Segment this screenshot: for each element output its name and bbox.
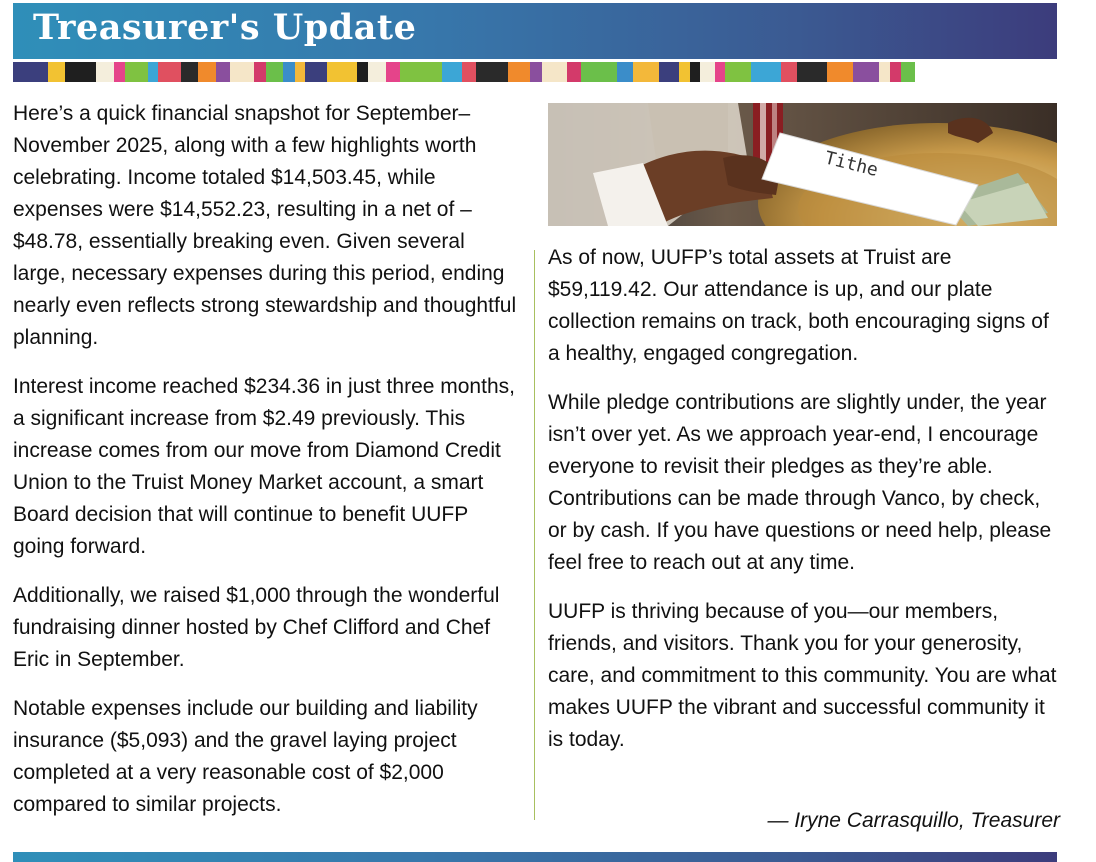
stripe-segment: [633, 62, 659, 82]
stripe-segment: [890, 62, 901, 82]
stripe-segment: [617, 62, 633, 82]
stripe-segment: [508, 62, 530, 82]
paragraph-notable-expenses: Notable expenses include our building and liability insurance ($5,093) and the gravel laying project completed at a very reasonable cost of $2,000 compared to similar projects.: [13, 697, 478, 816]
stripe-segment: [462, 62, 476, 82]
page-title: Treasurer's Update: [33, 7, 417, 48]
paragraph-thank-you: UUFP is thriving because of you—our members, friends, and visitors. Thank you for your generosity, care, and commitment to this community. You are what makes UUFP the vibrant and successful community it is today.: [548, 600, 1057, 751]
paragraph-fundraising: Additionally, we raised $1,000 through the wonderful fundraising dinner hosted by Chef Clifford and Chef Eric in September.: [13, 584, 500, 671]
paragraph-total-assets: As of now, UUFP’s total assets at Truist are $59,119.42. Our attendance is up, and our plate collection remains on track, both encouraging signs of a healthy, engaged congregation.: [548, 246, 1049, 365]
stripe-segment: [476, 62, 508, 82]
stripe-segment: [114, 62, 125, 82]
stripe-segment: [781, 62, 797, 82]
stripe-segment: [327, 62, 357, 82]
stripe-segment: [266, 62, 283, 82]
stripe-segment: [216, 62, 230, 82]
left-column: [13, 98, 523, 838]
paragraph-financial-snapshot: Here’s a quick financial snapshot for September–November 2025, along with a few highlights worth celebrating. Income totaled $14,503.45, while expenses were $14,552.23, resulting in a net of –$48.78, essentially breaking even. Given several large, necessary expenses during this period, ending nearly even reflects strong stewardship and thoughtful planning.: [13, 102, 517, 349]
stripe-segment: [659, 62, 679, 82]
paragraph-interest-income: Interest income reached $234.36 in just three months, a significant increase from $2.49 previously. This increase comes from our move from Diamond Credit Union to the Truist Money Market account, a smart Board decision that will continue to benefit UUFP going forward.: [13, 375, 515, 558]
decorative-color-stripe: [13, 62, 1057, 82]
tithe-photo-illustration: [548, 103, 1057, 226]
stripe-segment: [48, 62, 65, 82]
stripe-segment: [797, 62, 827, 82]
stripe-segment: [901, 62, 915, 82]
column-divider: [534, 250, 535, 820]
footer-banner: [13, 852, 1057, 862]
stripe-segment: [853, 62, 879, 82]
stripe-segment: [125, 62, 148, 82]
stripe-segment: [679, 62, 690, 82]
stripe-segment: [368, 62, 386, 82]
stripe-segment: [690, 62, 700, 82]
envelope-tithe-label: Tithe: [822, 147, 881, 181]
stripe-segment: [442, 62, 462, 82]
stripe-segment: [530, 62, 542, 82]
stripe-segment: [542, 62, 567, 82]
stripe-segment: [254, 62, 266, 82]
stripe-segment: [305, 62, 327, 82]
stripe-segment: [700, 62, 715, 82]
stripe-segment: [400, 62, 442, 82]
stripe-segment: [581, 62, 617, 82]
stripe-segment: [181, 62, 198, 82]
stripe-segment: [567, 62, 581, 82]
treasurer-signature: — Iryne Carrasquillo, Treasurer: [767, 809, 1060, 832]
stripe-segment: [96, 62, 114, 82]
stripe-segment: [725, 62, 751, 82]
stripe-segment: [386, 62, 400, 82]
stripe-segment: [283, 62, 295, 82]
stripe-segment: [148, 62, 158, 82]
stripe-segment: [357, 62, 368, 82]
stripe-segment: [879, 62, 890, 82]
stripe-segment: [13, 62, 48, 82]
paragraph-pledges: While pledge contributions are slightly under, the year isn’t over yet. As we approach year-end, I encourage everyone to revisit their pledges as they’re able. Contributions can be made through Vanco, by check, or by cash. If you have questions or need help, please feel free to reach out at any time.: [548, 391, 1052, 574]
tithe-offering-photo: [548, 103, 1057, 226]
stripe-segment: [230, 62, 254, 82]
stripe-segment: [198, 62, 216, 82]
stripe-segment: [65, 62, 96, 82]
stripe-segment: [295, 62, 305, 82]
stripe-segment: [158, 62, 181, 82]
header-banner: [13, 3, 1057, 59]
stripe-segment: [827, 62, 853, 82]
stripe-segment: [751, 62, 781, 82]
stripe-segment: [715, 62, 725, 82]
right-column: [548, 242, 1060, 773]
